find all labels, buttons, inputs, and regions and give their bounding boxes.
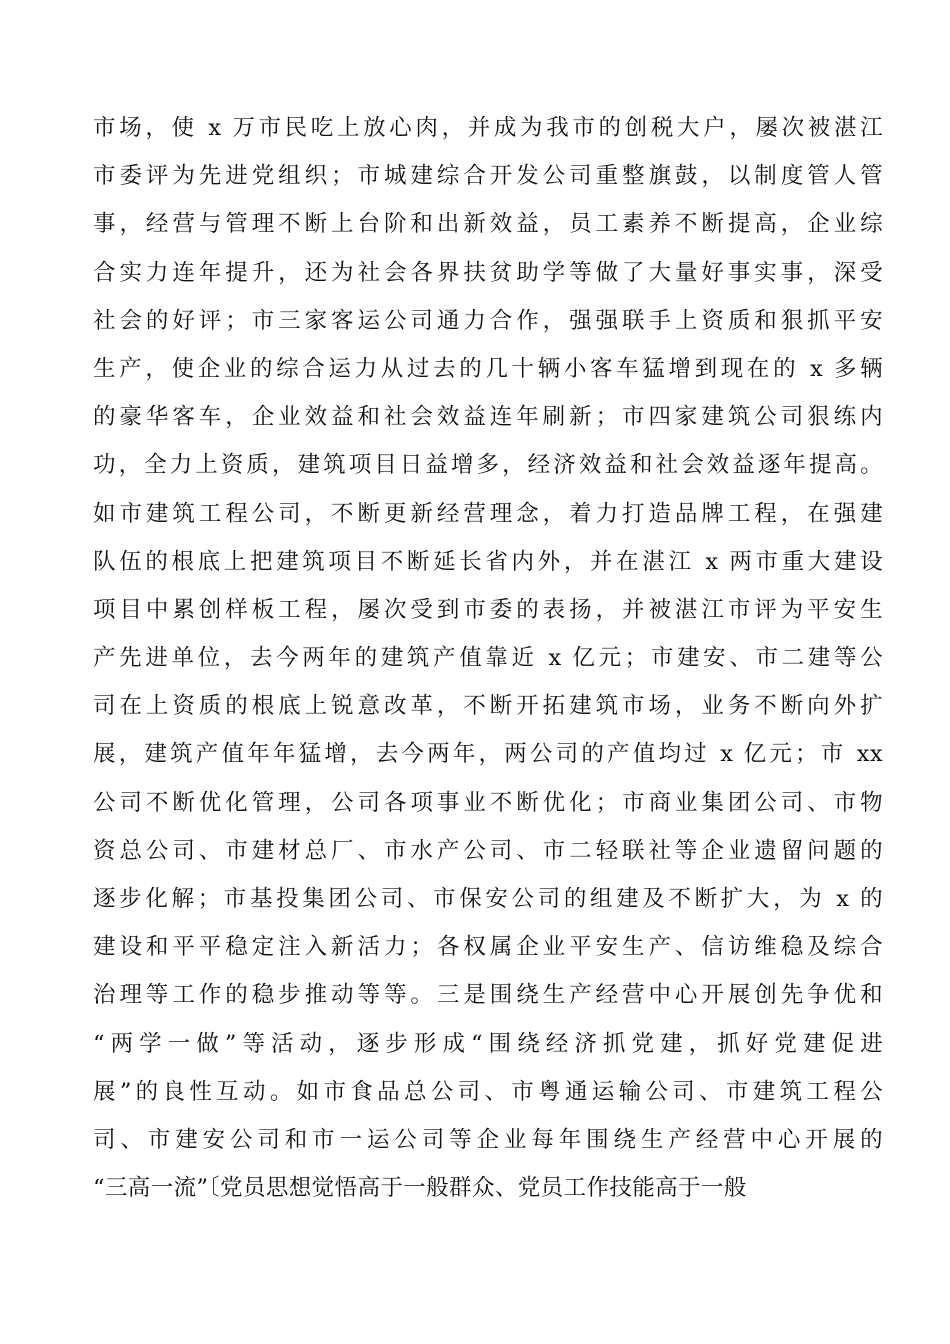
text-line: 市委评为先进党组织；市城建综合开发公司重整旗鼓，以制度管人管 bbox=[93, 163, 883, 190]
text-line: 产先进单位，去今两年的建筑产值靠近 x 亿元；市建安、市二建等公 bbox=[93, 645, 883, 672]
text-line: 社会的好评；市三家客运公司通力合作，强强联手上资质和狠抓平安 bbox=[93, 307, 883, 334]
text-line: 司在上资质的根底上锐意改革，不断开拓建筑市场，业务不断向外扩 bbox=[93, 693, 883, 720]
text-line: 合实力连年提升，还为社会各界扶贫助学等做了大量好事实事，深受 bbox=[93, 259, 883, 286]
text-line: 队伍的根底上把建筑项目不断延长省内外，并在湛江 x 两市重大建设 bbox=[93, 548, 883, 575]
text-line: “两学一做”等活动，逐步形成“围绕经济抓党建，抓好党建促进 bbox=[93, 1030, 883, 1057]
text-line: 的豪华客车，企业效益和社会效益连年刷新；市四家建筑公司狠练内 bbox=[93, 404, 883, 431]
text-line: 公司不断优化管理，公司各项事业不断优化；市商业集团公司、市物 bbox=[93, 789, 883, 816]
text-line: 项目中累创样板工程，屡次受到市委的表扬，并被湛江市评为平安生 bbox=[93, 596, 883, 623]
body-text bbox=[93, 104, 883, 1212]
text-line: 市场，使 x 万市民吃上放心肉，并成为我市的创税大户，屡次被湛江 bbox=[93, 115, 883, 141]
text-line: 展，建筑产值年年猛增，去今两年，两公司的产值均过 x 亿元；市 xx bbox=[93, 741, 883, 768]
text-line: 事，经营与管理不断上台阶和出新效益，员工素养不断提高，企业综 bbox=[93, 211, 883, 238]
text-line: 逐步化解；市基投集团公司、市保安公司的组建及不断扩大，为 x 的 bbox=[93, 886, 883, 912]
text-line: 司、市建安公司和市一运公司等企业每年围绕生产经营中心开展的 bbox=[93, 1126, 883, 1153]
text-line: 如市建筑工程公司，不断更新经营理念，着力打造品牌工程，在强建 bbox=[93, 500, 883, 527]
text-line: 功，全力上资质，建筑项目日益增多，经济效益和社会效益逐年提高。 bbox=[93, 452, 883, 479]
text-line: 生产，使企业的综合运力从过去的几十辆小客车猛增到现在的 x 多辆 bbox=[93, 355, 883, 382]
text-line: 治理等工作的稳步推动等等。三是围绕生产经营中心开展创先争优和 bbox=[93, 982, 883, 1009]
text-line: 资总公司、市建材总厂、市水产公司、市二轻联社等企业遗留问题的 bbox=[93, 837, 883, 864]
text-line: “三高一流”〔党员思想觉悟高于一般群众、党员工作技能高于一般 bbox=[93, 1175, 747, 1202]
text-line: 建设和平平稳定注入新活力；各权属企业平安生产、信访维稳及综合 bbox=[93, 934, 883, 961]
text-line: 展”的良性互动。如市食品总公司、市粤通运输公司、市建筑工程公 bbox=[93, 1078, 883, 1105]
